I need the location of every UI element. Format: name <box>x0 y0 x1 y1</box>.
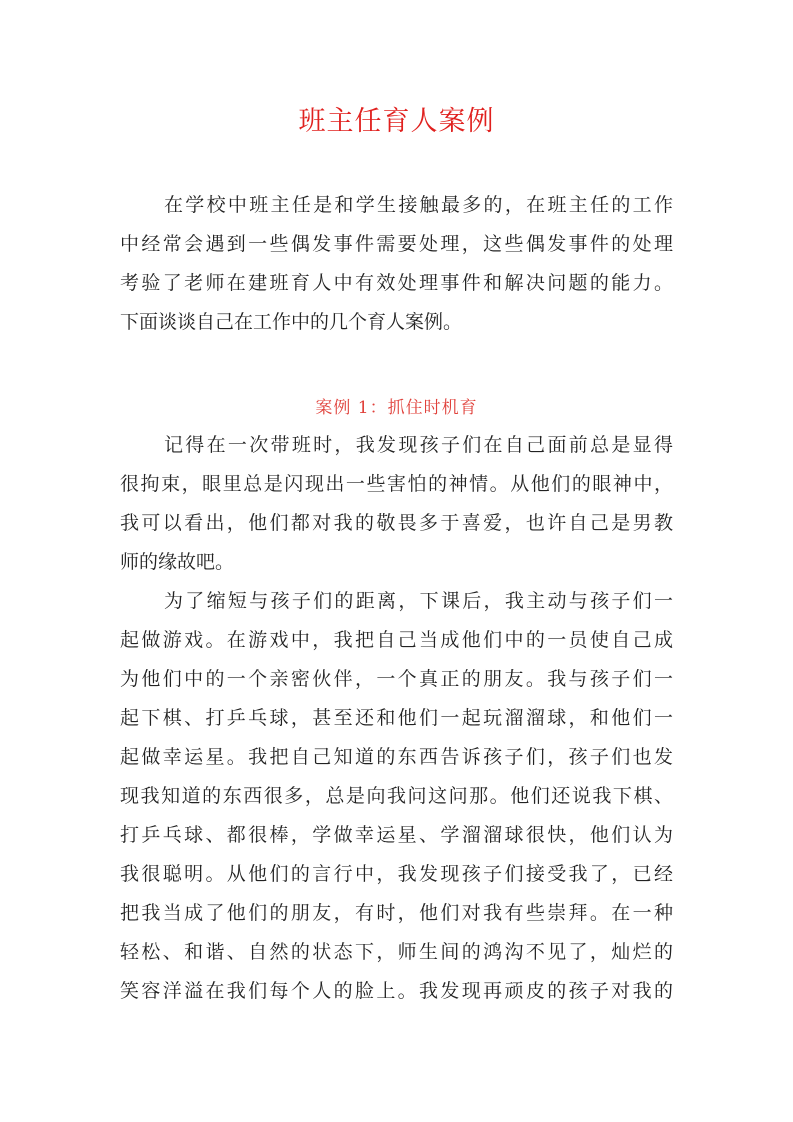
text-line: 中经常会遇到一些偶发事件需要处理，这些偶发事件的处理 <box>120 233 673 255</box>
text-line: 师的缘故吧。 <box>120 551 235 573</box>
case1-paragraph-2 <box>120 582 673 1011</box>
text-line: 起做游戏。在游戏中，我把自己当成他们中的一员使自己成 <box>120 629 673 651</box>
text-line: 为了缩短与孩子们的距离，下课后，我主动与孩子们一 <box>164 590 673 612</box>
text-line: 现我知道的东西很多，总是向我问这问那。他们还说我下棋、 <box>120 785 673 807</box>
text-line: 打乒乓球、都很棒，学做幸运星、学溜溜球很快，他们认为 <box>120 824 673 846</box>
text-line: 我可以看出，他们都对我的敬畏多于喜爱，也许自己是男教 <box>120 512 673 534</box>
text-line: 把我当成了他们的朋友，有时，他们对我有些崇拜。在一种 <box>120 902 673 924</box>
text-line: 考验了老师在建班育人中有效处理事件和解决问题的能力。 <box>120 272 673 294</box>
text-line: 很拘束，眼里总是闪现出一些害怕的神情。从他们的眼神中， <box>120 473 673 495</box>
intro-paragraph <box>120 186 673 342</box>
text-line: 记得在一次带班时，我发现孩子们在自己面前总是显得 <box>164 434 673 456</box>
case1-paragraph-1 <box>120 426 673 582</box>
text-line: 我很聪明。从他们的言行中，我发现孩子们接受我了，已经 <box>120 863 673 885</box>
text-line: 下面谈谈自己在工作中的几个育人案例。 <box>120 311 463 333</box>
text-line: 在学校中班主任是和学生接触最多的，在班主任的工作 <box>164 194 673 216</box>
case-heading: 案例 1：抓住时机育 <box>315 398 478 418</box>
text-line: 起做幸运星。我把自己知道的东西告诉孩子们，孩子们也发 <box>120 746 673 768</box>
text-line: 笑容洋溢在我们每个人的脸上。我发现再顽皮的孩子对我的 <box>120 980 673 1002</box>
text-line: 起下棋、打乒乓球，甚至还和他们一起玩溜溜球，和他们一 <box>120 707 673 729</box>
text-line: 为他们中的一个亲密伙伴，一个真正的朋友。我与孩子们一 <box>120 668 673 690</box>
document-title: 班主任育人案例 <box>298 106 495 137</box>
text-line: 轻松、和谐、自然的状态下，师生间的鸿沟不见了，灿烂的 <box>120 941 673 963</box>
